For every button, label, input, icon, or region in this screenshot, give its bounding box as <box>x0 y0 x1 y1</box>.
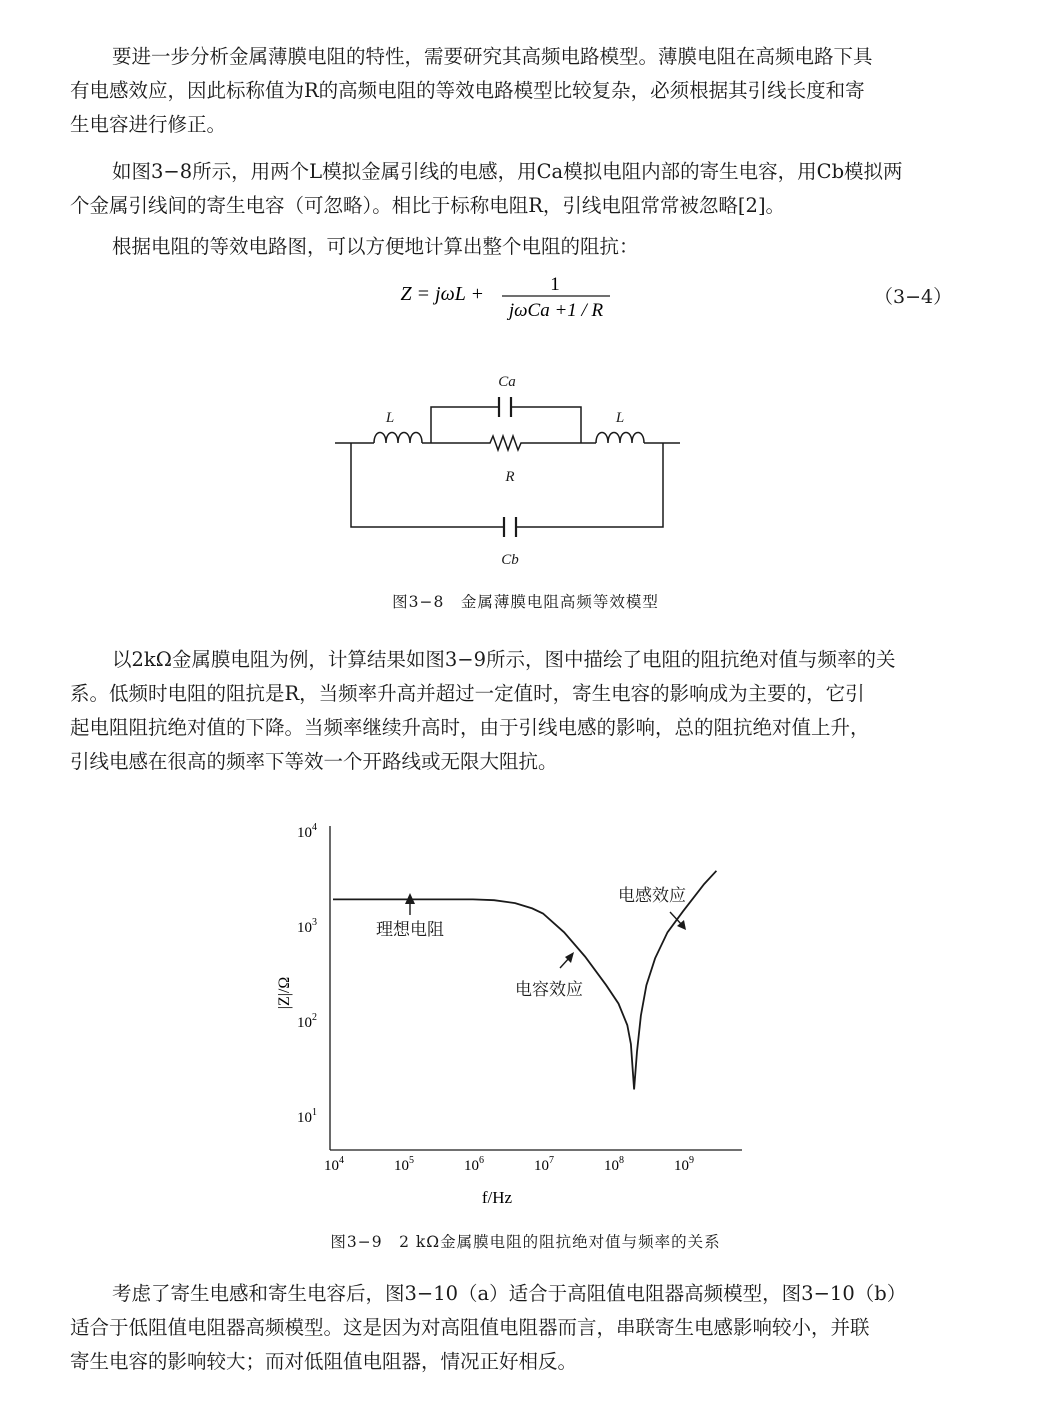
text-line: 个金属引线间的寄生电容（可忽略）。相比于标称电阻R，引线电阻常常被忽略[2]。 <box>70 194 786 217</box>
label-l-right: L <box>615 410 625 426</box>
x-tick-label: $10^6$ <box>464 1155 484 1174</box>
label-l-left: L <box>385 410 395 426</box>
x-tick-label: $10^4$ <box>324 1155 344 1174</box>
equation-number: （3−4） <box>874 286 953 308</box>
figure-3-8-caption: 图3−8 金属薄膜电阻高频等效模型 <box>392 593 659 611</box>
x-axis-label: f/Hz <box>481 1188 513 1207</box>
y-tick-label: $10^4$ <box>297 822 317 841</box>
text-line: 根据电阻的等效电路图，可以方便地计算出整个电阻的阻抗： <box>112 235 639 258</box>
label-r: R <box>505 469 515 485</box>
label-ca: Ca <box>498 374 516 390</box>
figure-3-9-caption: 图3−9 2 kΩ金属膜电阻的阻抗绝对值与频率的关系 <box>330 1233 721 1251</box>
text-line: 适合于低阻值电阻器高频模型。这是因为对高阻值电阻器而言，串联寄生电感影响较小，并联 <box>70 1316 870 1339</box>
y-tick-label: $10^2$ <box>297 1012 317 1031</box>
annotation-ideal-resistor: 理想电阻 <box>376 920 444 939</box>
equation-lhs: Z = jωL + <box>400 283 484 305</box>
x-tick-label: $10^9$ <box>674 1155 694 1174</box>
annotation-inductive-effect: 电感效应 <box>618 886 686 905</box>
text-line: 生电容进行修正。 <box>70 113 227 136</box>
label-cb: Cb <box>501 552 519 568</box>
y-axis-label: |Z|/Ω <box>276 976 293 1010</box>
text-line: 寄生电容的影响较大；而对低阻值电阻器，情况正好相反。 <box>70 1350 578 1373</box>
paragraph-5 <box>70 1277 946 1379</box>
text-line: 有电感效应，因此标称值为R的高频电阻的等效电路模型比较复杂，必须根据其引线长度和寄 <box>70 79 865 102</box>
annotation-capacitive-effect: 电容效应 <box>515 980 583 999</box>
y-tick-label: $10^1$ <box>297 1107 317 1126</box>
equation-denominator: jωCa +1 / R <box>508 300 604 321</box>
text-line: 如图3−8所示，用两个L模拟金属引线的电感，用Ca模拟电阻内部的寄生电容，用Cb模拟两 <box>112 160 903 183</box>
y-tick-label: $10^3$ <box>297 917 317 936</box>
text-line: 以2kΩ金属膜电阻为例，计算结果如图3−9所示，图中描绘了电阻的阻抗绝对值与频率的关 <box>112 648 896 671</box>
text-line: 系。低频时电阻的阻抗是R，当频率升高并超过一定值时，寄生电容的影响成为主要的，它引 <box>70 682 865 705</box>
text-line: 要进一步分析金属薄膜电阻的特性，需要研究其高频电路模型。薄膜电阻在高频电路下具 <box>112 45 873 68</box>
equation-numerator: 1 <box>550 274 560 295</box>
x-tick-label: $10^8$ <box>604 1155 624 1174</box>
x-tick-label: $10^5$ <box>394 1155 414 1174</box>
text-line: 起电阻阻抗绝对值的下降。当频率继续升高时，由于引线电感的影响，总的阻抗绝对值上升， <box>70 716 870 739</box>
text-line: 考虑了寄生电感和寄生电容后，图3−10（a）适合于高阻值电阻器高频模型，图3−10（b） <box>112 1282 907 1305</box>
text-line: 引线电感在很高的频率下等效一个开路线或无限大阻抗。 <box>70 750 558 773</box>
x-tick-label: $10^7$ <box>534 1155 554 1174</box>
